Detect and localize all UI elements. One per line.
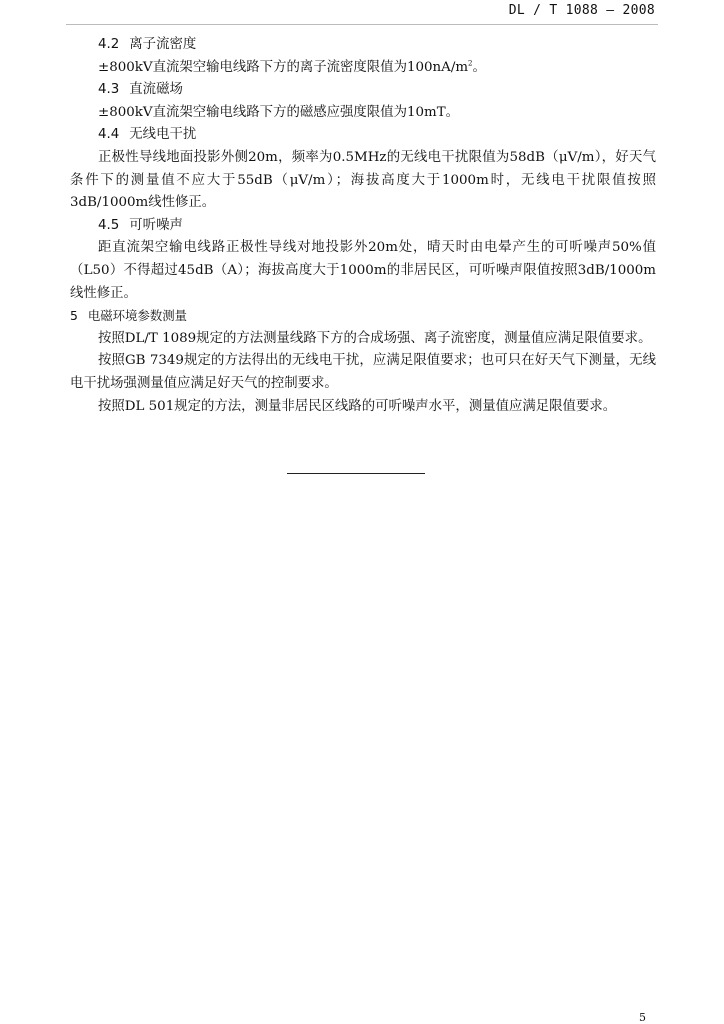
heading-4-2 — [70, 34, 656, 57]
heading-number: 4.5 — [98, 217, 120, 233]
para-4-3: ±800kV直流架空输电线路下方的磁感应强度限值为10mT。 — [98, 104, 460, 120]
heading-title: 直流磁场 — [129, 82, 183, 98]
heading-number: 4.4 — [98, 127, 120, 143]
para-4-4: 正极性导线地面投影外侧20m，频率为0.5MHz的无线电干扰限值为58dB（μV/m），好天气条件下的测量值不应大于55dB（μV/m）；海拔高度大于1000m时，无线电干扰限值按照3dB/1000m线性修正。 — [70, 149, 656, 211]
para-5-3: 按照DL 501规定的方法，测量非居民区线路的可听噪声水平，测量值应满足限值要求。 — [98, 398, 617, 414]
para-4-5: 距直流架空输电线路正极性导线对地投影外20m处，晴天时由电晕产生的可听噪声50%值（L50）不得超过45dB（A）；海拔高度大于1000m的非居民区，可听噪声限值按照3dB/1000m线性修正。 — [70, 240, 656, 301]
heading-title: 可听噪声 — [129, 217, 183, 233]
end-of-document-rule — [287, 473, 425, 474]
heading-5 — [70, 305, 656, 328]
heading-number: 5 — [70, 308, 78, 324]
page-number: 5 — [639, 1011, 646, 1024]
document-body — [70, 34, 656, 418]
para-4-2: ±800kV直流架空输电线路下方的离子流密度限值为$100nA/m^2$。 — [98, 59, 486, 75]
heading-title: 无线电干扰 — [129, 127, 197, 143]
standard-code: DL / T 1088 — 2008 — [508, 3, 655, 18]
para-5-1: 按照DL/T 1089规定的方法测量线路下方的合成场强、离子流密度，测量值应满足限值要求。 — [98, 330, 652, 346]
heading-4-5 — [70, 215, 656, 238]
heading-title: 电磁环境参数测量 — [87, 308, 188, 324]
superscript: 2 — [468, 59, 473, 68]
header-rule — [66, 24, 658, 25]
heading-4-4 — [70, 124, 656, 147]
heading-4-3 — [70, 79, 656, 102]
heading-number: 4.3 — [98, 82, 120, 98]
heading-title: 离子流密度 — [129, 37, 197, 52]
para-5-2: 按照GB 7349规定的方法得出的无线电干扰，应满足限值要求；也可只在好天气下测量，无线电干扰场强测量值应满足好天气的控制要求。 — [70, 353, 656, 391]
heading-number: 4.2 — [98, 37, 120, 52]
